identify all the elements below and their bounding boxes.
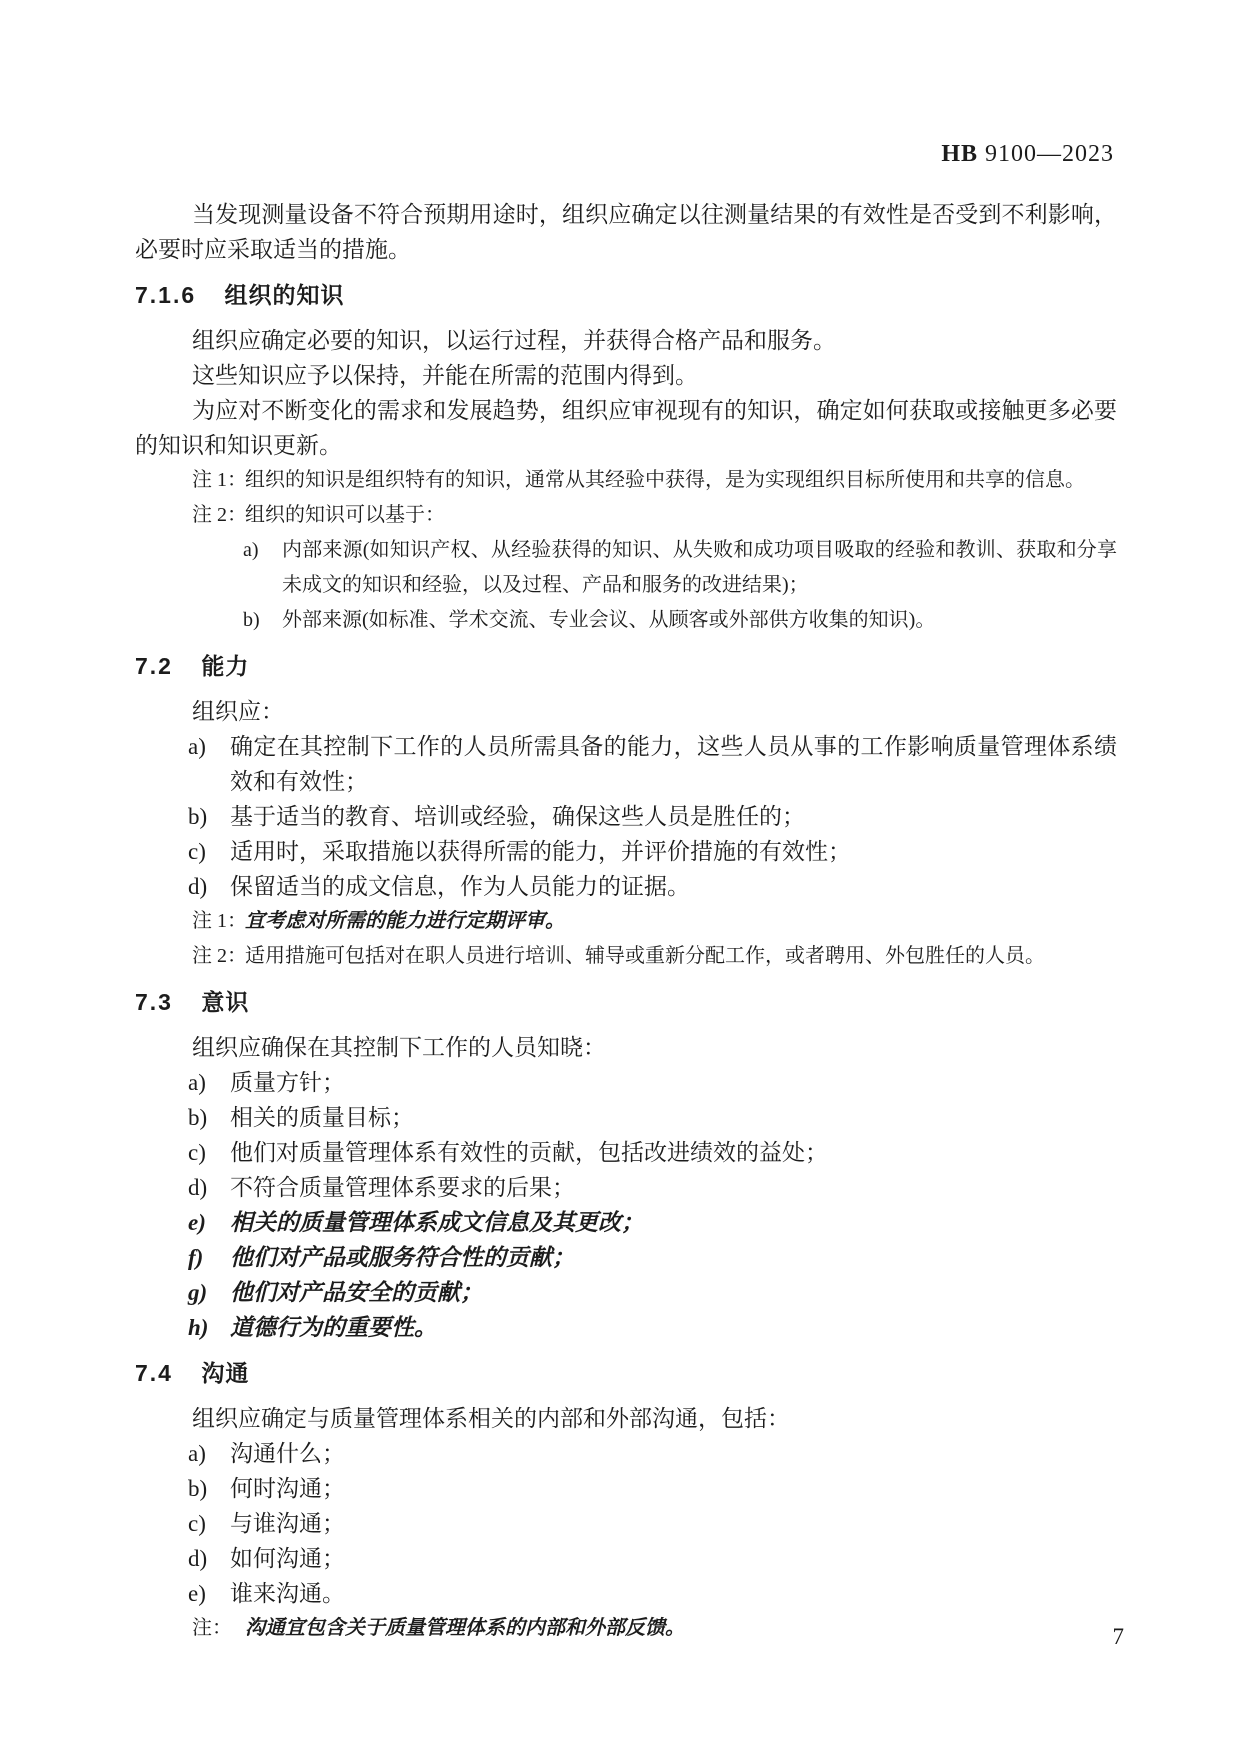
note-text: 组织的知识是组织特有的知识，通常从其经验中获得，是为实现组织目标所使用和共享的信息。 bbox=[245, 469, 1085, 491]
list-item-text: 保留适当的成文信息，作为人员能力的证据。 bbox=[230, 874, 690, 899]
list-item-text: 基于适当的教育、培训或经验，确保这些人员是胜任的； bbox=[230, 804, 805, 829]
intro-paragraph: 当发现测量设备不符合预期用途时，组织应确定以往测量结果的有效性是否受到不利影响，必要时应采取适当的措施。 bbox=[135, 202, 1117, 262]
note-text: 沟通宜包含关于质量管理体系的内部和外部反馈。 bbox=[245, 1617, 685, 1639]
list-item-label: g) bbox=[188, 1280, 208, 1305]
note-text: 宜考虑对所需的能力进行定期评审。 bbox=[245, 910, 565, 932]
note-text: 适用措施可包括对在职人员进行培训、辅导或重新分配工作，或者聘用、外包胜任的人员。 bbox=[245, 945, 1045, 967]
list-item-label: d) bbox=[188, 1546, 208, 1571]
section-number: 7.2 bbox=[135, 653, 173, 679]
list-item-label: b) bbox=[188, 804, 208, 829]
list-item-text: 相关的质量管理体系成文信息及其更改； bbox=[230, 1210, 644, 1235]
list-item bbox=[135, 1135, 1117, 1170]
note-label: 注 2： bbox=[192, 945, 247, 967]
section-heading-7-1-6 bbox=[135, 278, 1117, 313]
list-item-label: a) bbox=[188, 1441, 206, 1466]
list-item-label: b) bbox=[188, 1105, 208, 1130]
list-item-emphasized bbox=[135, 1240, 1117, 1275]
list-item bbox=[135, 834, 1117, 869]
list-item bbox=[135, 729, 1117, 799]
list-item-emphasized bbox=[135, 1205, 1117, 1240]
list-item-text: 何时沟通； bbox=[230, 1476, 345, 1501]
list-item bbox=[135, 1471, 1117, 1506]
list-item-label: c) bbox=[188, 839, 206, 864]
section-heading-7-2 bbox=[135, 649, 1117, 684]
list-item-text: 道德行为的重要性。 bbox=[230, 1315, 437, 1340]
list-item-text: 谁来沟通。 bbox=[230, 1581, 345, 1606]
note-label: 注 1： bbox=[192, 910, 247, 932]
note-item bbox=[135, 498, 1117, 533]
note-text: 组织的知识可以基于： bbox=[245, 504, 445, 526]
list-item-text: 他们对质量管理体系有效性的贡献，包括改进绩效的益处； bbox=[230, 1140, 828, 1165]
note-label: 注 2： bbox=[192, 504, 247, 526]
section-title: 沟通 bbox=[201, 1360, 250, 1386]
note-sublist-item bbox=[135, 603, 1117, 638]
note-item bbox=[135, 1611, 1117, 1646]
section-number: 7.4 bbox=[135, 1360, 173, 1386]
list-item bbox=[135, 869, 1117, 904]
list-item-label: e) bbox=[188, 1210, 206, 1235]
list-item-label: d) bbox=[188, 1175, 208, 1200]
section-title: 组织的知识 bbox=[224, 282, 345, 308]
list-item-text: 如何沟通； bbox=[230, 1546, 345, 1571]
note-label: 注： bbox=[192, 1617, 232, 1639]
paragraph: 这些知识应予以保持，并能在所需的范围内得到。 bbox=[192, 363, 698, 388]
list-item bbox=[135, 799, 1117, 834]
note-item bbox=[135, 463, 1117, 498]
standard-code-prefix: HB bbox=[941, 141, 978, 167]
list-item bbox=[135, 1170, 1117, 1205]
list-item-label: c) bbox=[188, 1140, 206, 1165]
section-heading-7-3 bbox=[135, 985, 1117, 1020]
note-item bbox=[135, 904, 1117, 939]
section-title: 能力 bbox=[201, 653, 250, 679]
paragraph: 组织应确定必要的知识，以运行过程，并获得合格产品和服务。 bbox=[192, 328, 836, 353]
list-item-text: 他们对产品或服务符合性的贡献； bbox=[230, 1245, 575, 1270]
list-item-text: 内部来源(如知识产权、从经验获得的知识、从失败和成功项目吸取的经验和教训、获取和分享未成文的知识和经验，以及过程、产品和服务的改进结果)； bbox=[282, 539, 1117, 596]
section-number: 7.1.6 bbox=[135, 282, 197, 308]
list-item bbox=[135, 1506, 1117, 1541]
standard-code-number: 9100—2023 bbox=[985, 141, 1114, 167]
list-item-text: 与谁沟通； bbox=[230, 1511, 345, 1536]
list-item-label: a) bbox=[243, 539, 259, 561]
list-item-label: b) bbox=[243, 609, 260, 631]
list-item bbox=[135, 1436, 1117, 1471]
list-item-label: a) bbox=[188, 734, 206, 759]
list-item bbox=[135, 1576, 1117, 1611]
list-item-label: d) bbox=[188, 874, 208, 899]
list-item bbox=[135, 1100, 1117, 1135]
section-heading-7-4 bbox=[135, 1356, 1117, 1391]
lead-paragraph: 组织应确保在其控制下工作的人员知晓： bbox=[192, 1035, 606, 1060]
page-body bbox=[135, 0, 1117, 1646]
list-item-text: 相关的质量目标； bbox=[230, 1105, 414, 1130]
lead-paragraph: 组织应确定与质量管理体系相关的内部和外部沟通，包括： bbox=[192, 1406, 790, 1431]
list-item-emphasized bbox=[135, 1310, 1117, 1345]
page-number: 7 bbox=[1112, 1624, 1124, 1649]
list-item-emphasized bbox=[135, 1275, 1117, 1310]
list-item bbox=[135, 1065, 1117, 1100]
note-label: 注 1： bbox=[192, 469, 247, 491]
list-item-text: 质量方针； bbox=[230, 1070, 345, 1095]
section-number: 7.3 bbox=[135, 989, 173, 1015]
list-item bbox=[135, 1541, 1117, 1576]
list-item-text: 不符合质量管理体系要求的后果； bbox=[230, 1175, 575, 1200]
list-item-text: 外部来源(如标准、学术交流、专业会议、从顾客或外部供方收集的知识)。 bbox=[282, 609, 936, 631]
section-title: 意识 bbox=[201, 989, 250, 1015]
list-item-label: b) bbox=[188, 1476, 208, 1501]
list-item-text: 适用时，采取措施以获得所需的能力，并评价措施的有效性； bbox=[230, 839, 851, 864]
list-item-text: 他们对产品安全的贡献； bbox=[230, 1280, 483, 1305]
note-item bbox=[135, 939, 1117, 974]
list-item-text: 确定在其控制下工作的人员所需具备的能力，这些人员从事的工作影响质量管理体系绩效和有效性； bbox=[230, 734, 1117, 794]
list-item-text: 沟通什么； bbox=[230, 1441, 345, 1466]
note-sublist-item bbox=[135, 533, 1117, 603]
list-item-label: h) bbox=[188, 1315, 209, 1340]
list-item-label: f) bbox=[188, 1245, 204, 1270]
list-item-label: e) bbox=[188, 1581, 206, 1606]
paragraph: 为应对不断变化的需求和发展趋势，组织应审视现有的知识，确定如何获取或接触更多必要的知识和知识更新。 bbox=[135, 398, 1117, 458]
lead-paragraph: 组织应： bbox=[192, 699, 284, 724]
list-item-label: c) bbox=[188, 1511, 206, 1536]
list-item-label: a) bbox=[188, 1070, 206, 1095]
